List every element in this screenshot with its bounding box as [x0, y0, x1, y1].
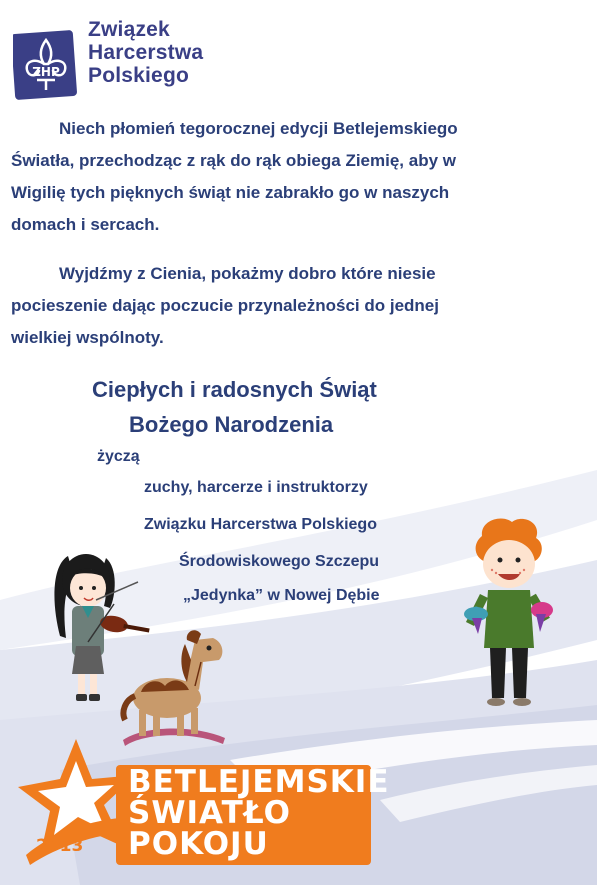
signature-line-3: Środowiskowego Szczepu	[179, 553, 380, 570]
message-line: domach i sercach.	[11, 215, 160, 234]
event-logo-line: BETLEJEMSKIE	[128, 764, 390, 800]
message-line: Wyjdźmy z Cienia, pokażmy dobro które niesie	[59, 264, 436, 283]
message-line: pocieszenie dając poczucie przynależności do jednej	[11, 296, 439, 315]
organization-name	[88, 18, 203, 87]
signature-line-2: Związku Harcerstwa Polskiego	[144, 516, 377, 533]
message-line: Światła, przechodząc z rąk do rąk obiega Ziemię, aby w	[11, 151, 456, 170]
greeting-line-2: Bożego Narodzenia	[129, 412, 334, 437]
organization-name-line: Polskiego	[88, 64, 189, 87]
rocking-horse-illustration	[115, 620, 230, 750]
event-year: 2013	[36, 836, 84, 856]
signature-wish: życzą	[97, 448, 140, 465]
signature-line-1: zuchy, harcerze i instruktorzy	[144, 479, 368, 496]
message-line: Wigilię tych pięknych świąt nie zabrakło go w naszych	[11, 183, 450, 202]
zhp-logo-text: ZHP	[32, 65, 60, 79]
signature-line-4: „Jedynka” w Nowej Dębie	[183, 587, 380, 604]
boy-with-ice-cream-illustration	[462, 516, 557, 711]
organization-name-line: Związek	[88, 18, 170, 41]
greeting-line-1: Ciepłych i radosnych Świąt	[92, 377, 377, 402]
message-paragraph-2	[11, 258, 571, 354]
event-logo-line: ŚWIATŁO	[128, 795, 291, 831]
message-line: Niech płomień tegorocznej edycji Betlejemskiego	[59, 119, 458, 138]
organization-name-line: Harcerstwa	[88, 41, 204, 64]
event-logo-text	[128, 764, 390, 862]
zhp-fleur-de-lis-logo	[13, 28, 79, 102]
event-logo-line: POKOJU	[128, 826, 269, 862]
message-line: wielkiej wspólnoty.	[11, 328, 164, 347]
message-paragraph-1	[11, 113, 571, 241]
